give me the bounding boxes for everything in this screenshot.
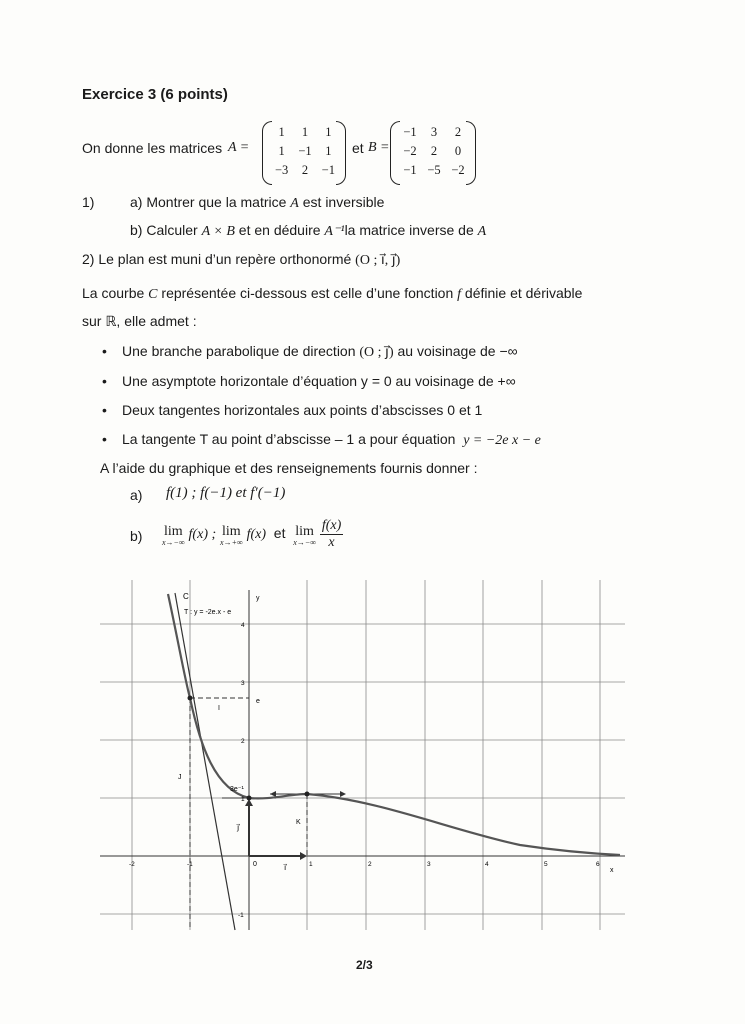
label-j: j⃗ [237,823,240,832]
q1-a: a) Montrer que la matrice A est inversible [130,194,385,211]
matrix-A-cell: 1 [325,144,332,158]
intro-text: On donne les matrices [82,140,223,156]
y-tick: 1 [241,796,245,803]
grid [100,580,625,930]
y-tick: -1 [238,912,244,919]
q2-b-label: b) [130,528,143,544]
label-i: i⃗ [284,863,287,872]
exercise-title: Exercice 3 (6 points) [82,86,228,103]
q1-number: 1) [82,194,95,210]
label-x: x [610,867,614,874]
q2-limits: lim x→−∞ f(x) ; lim x→+∞ f(x) et lim x→−∞ $\frac{f(x)}{x}$ [162,518,342,550]
matrix-B-cell: −5 [427,163,441,177]
matrix-B-cell: −1 [403,163,417,177]
label-t: T : y = -2e.x - e [184,609,232,616]
x-tick-labels [129,861,600,868]
matrix-B-cell: 3 [430,125,438,139]
tangent-t [175,593,235,930]
bullet-2: • Une asymptote horizontale d’équation y = 0 au voisinage de +∞ [122,373,516,389]
y-tick-labels [238,622,245,919]
q2-line2: La courbe C représentée ci-dessous est celle d’une fonction f définie et dérivable [82,285,583,302]
x-tick: 1 [309,861,313,868]
matrix-A-cell: −3 [275,163,289,177]
q2-help: A l’aide du graphique et des renseignements fournis donner : [100,460,478,476]
label-e: e [256,698,260,705]
y-tick: 4 [241,622,245,629]
label-3e: 3e⁻¹ [230,786,244,793]
point-a [188,696,193,701]
matrix-A-cell: −1 [298,144,312,158]
curve-c [168,594,620,855]
bullet-3: • Deux tangentes horizontales aux points d’abscisses 0 et 1 [122,402,482,418]
y-tick: 3 [241,680,245,687]
i-vector-head [300,852,307,860]
matrix-B-cell: −1 [403,125,417,139]
matrix-A-cell: 2 [301,163,309,177]
matrix-A-cell: 1 [278,125,285,139]
matrix-A-cell: 1 [278,144,285,158]
q1-b: b) Calculer A × B et en déduire A⁻¹la matrice inverse de A [130,222,487,239]
q2-line1: 2) Le plan est muni d’un repère orthonormé (O ; i⃗, j⃗) [82,251,401,268]
label-j-point: J [178,774,182,781]
point-c [305,792,310,797]
matrix-B-cell: 0 [454,144,462,158]
x-tick: 2 [368,861,372,868]
point-b [247,796,252,801]
x-tick: -1 [187,861,193,868]
matrix-b-label: B = [368,140,390,155]
label-i-point: I [218,705,220,712]
tangent-arrow-head [340,791,346,797]
bullet-4: • La tangente T au point d’abscisse – 1 a pour équation y = −2e x − e [122,431,541,449]
matrix-a-label: A = [228,140,250,155]
x-tick: 3 [427,861,431,868]
intro-and: et [352,140,364,156]
label-origin: 0 [253,861,257,868]
q2-a-items: f(1) ; f(−1) et f′(−1) [166,485,286,501]
x-tick: 6 [596,861,600,868]
page-number: 2/3 [356,958,373,972]
label-k-point: K [296,819,301,826]
matrix-B-cell: 2 [430,144,438,158]
matrix-A-cell: 1 [301,125,309,139]
y-tick: 2 [241,738,245,745]
x-tick: 4 [485,861,489,868]
q2-a-label: a) [130,487,143,503]
label-c: C [183,592,189,601]
matrix-B-cell: 2 [454,125,462,139]
matrix-B-cell: −2 [451,163,465,177]
matrix-A-cell: 1 [325,125,332,139]
x-tick: 5 [544,861,548,868]
q2-line3: sur ℝ, elle admet : [82,313,197,329]
matrix-B-cell: −2 [403,144,417,158]
bullet-1: • Une branche parabolique de direction (O ; j⃗) au voisinage de −∞ [122,343,518,361]
matrix-A-cell: −1 [321,163,335,177]
x-tick: -2 [129,861,135,868]
tangent-arrow-tail [270,791,276,797]
label-y: y [256,595,260,602]
